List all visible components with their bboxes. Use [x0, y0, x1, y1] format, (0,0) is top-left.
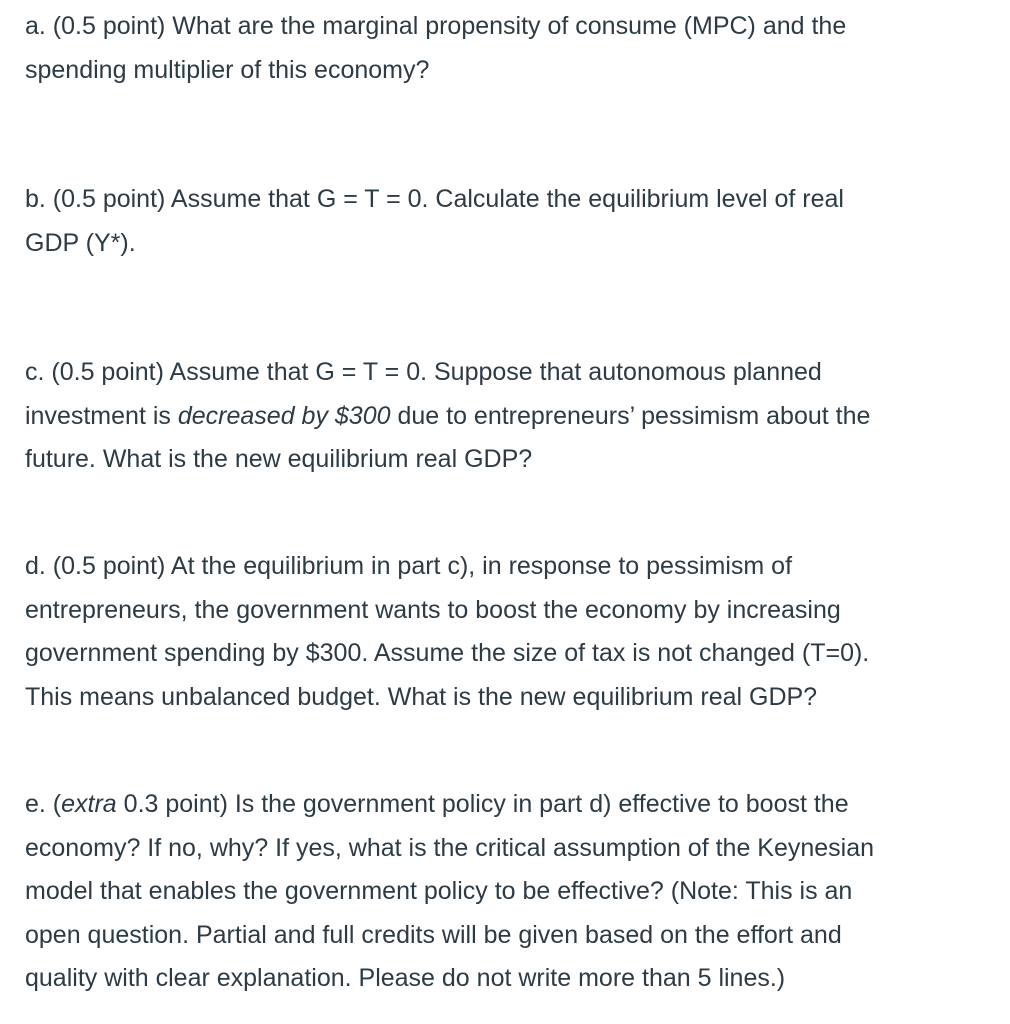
question-e-line-1 [25, 783, 995, 827]
question-c-emphasis: decreased by $300 [177, 401, 391, 430]
question-d-line-2: entrepreneurs, the government wants to boost the economy by increasing [25, 595, 841, 624]
question-d-line-4: This means unbalanced budget. What is the new equilibrium real GDP? [25, 682, 818, 711]
question-b-line-2: GDP (Y*). [25, 228, 136, 257]
question-e-line-2: economy? If no, why? If yes, what is the critical assumption of the Keynesian [25, 833, 875, 862]
question-b-line-1: b. (0.5 point) Assume that G = T = 0. Calculate the equilibrium level of real [25, 185, 844, 213]
question-c [25, 351, 995, 482]
question-c-line-2 [25, 395, 995, 439]
question-e-line-3: model that enables the government policy to be effective? (Note: This is an [25, 877, 853, 905]
question-c-line-3: future. What is the new equilibrium real GDP? [25, 445, 533, 473]
question-d-line-1: d. (0.5 point) At the equilibrium in part c), in response to pessimism of [25, 552, 793, 580]
question-c-line-2-start: investment is [25, 401, 178, 430]
question-e-emphasis: extra [61, 790, 117, 818]
question-c-line-2-end: due to entrepreneurs’ pessimism about the [390, 401, 871, 430]
question-e-line-1-start: e. ( [25, 790, 62, 818]
question-c-line-1: c. (0.5 point) Assume that G = T = 0. Suppose that autonomous planned [25, 358, 822, 386]
question-b [25, 178, 995, 265]
question-e-line-1-end: 0.3 point) Is the government policy in part d) effective to boost the [116, 790, 849, 818]
question-e-line-5: quality with clear explanation. Please do not write more than 5 lines.) [25, 964, 786, 992]
question-d [25, 545, 995, 719]
question-a [25, 5, 995, 92]
question-a-line-2: spending multiplier of this economy? [25, 55, 430, 84]
question-e [25, 783, 995, 1001]
question-a-line-1: a. (0.5 point) What are the marginal propensity of consume (MPC) and the [25, 12, 847, 40]
question-e-line-4: open question. Partial and full credits will be given based on the effort and [25, 920, 842, 949]
question-d-line-3: government spending by $300. Assume the size of tax is not changed (T=0). [25, 639, 870, 667]
